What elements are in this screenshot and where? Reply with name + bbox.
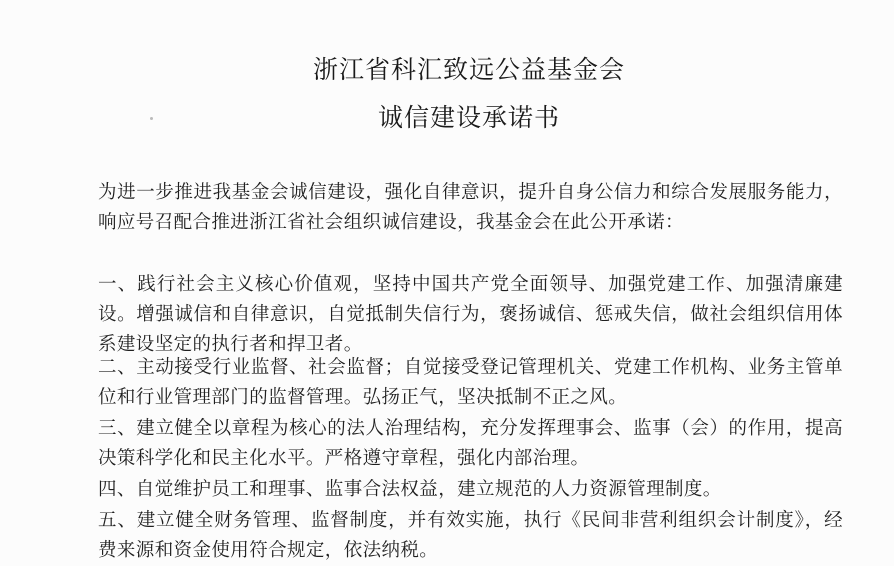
commitment-item-1: 一、践行社会主义核心价值观，坚持中国共产党全面领导、加强党建工作、加强清廉建设。增强诚信和自律意识，自觉抵制失信行为，褒扬诚信、惩戒失信，做社会组织信用体系建设坚定的执行者和捍卫者。 (98, 274, 843, 355)
commitment-item-2: 二、主动接受行业监督、社会监督；自觉接受登记管理机关、党建工作机构、业务主管单位和行业管理部门的监督管理。弘扬正气，坚决抵制不正之风。 (98, 357, 843, 408)
commitment-item-3: 三、建立健全以章程为核心的法人治理结构，充分发挥理事会、监事（会）的作用，提高决策科学化和民主化水平。严格遵守章程，强化内部治理。 (98, 418, 843, 469)
document-title-line2: 诚信建设承诺书 (377, 103, 560, 132)
commitment-item-5: 五、建立健全财务管理、监督制度，并有效实施，执行《民间非营利组织会计制度》，经费来源和资金使用符合规定，依法纳税。 (98, 510, 843, 561)
intro-paragraph: 为进一步推进我基金会诚信建设，强化自律意识，提升自身公信力和综合发展服务能力，响应号召配合推进浙江省社会组织诚信建设，我基金会在此公开承诺： (98, 182, 843, 233)
commitment-item-4: 四、自觉维护员工和理事、监事合法权益，建立规范的人力资源管理制度。 (98, 479, 722, 500)
document-title-line1: 浙江省科汇致远公益基金会 (312, 55, 625, 84)
